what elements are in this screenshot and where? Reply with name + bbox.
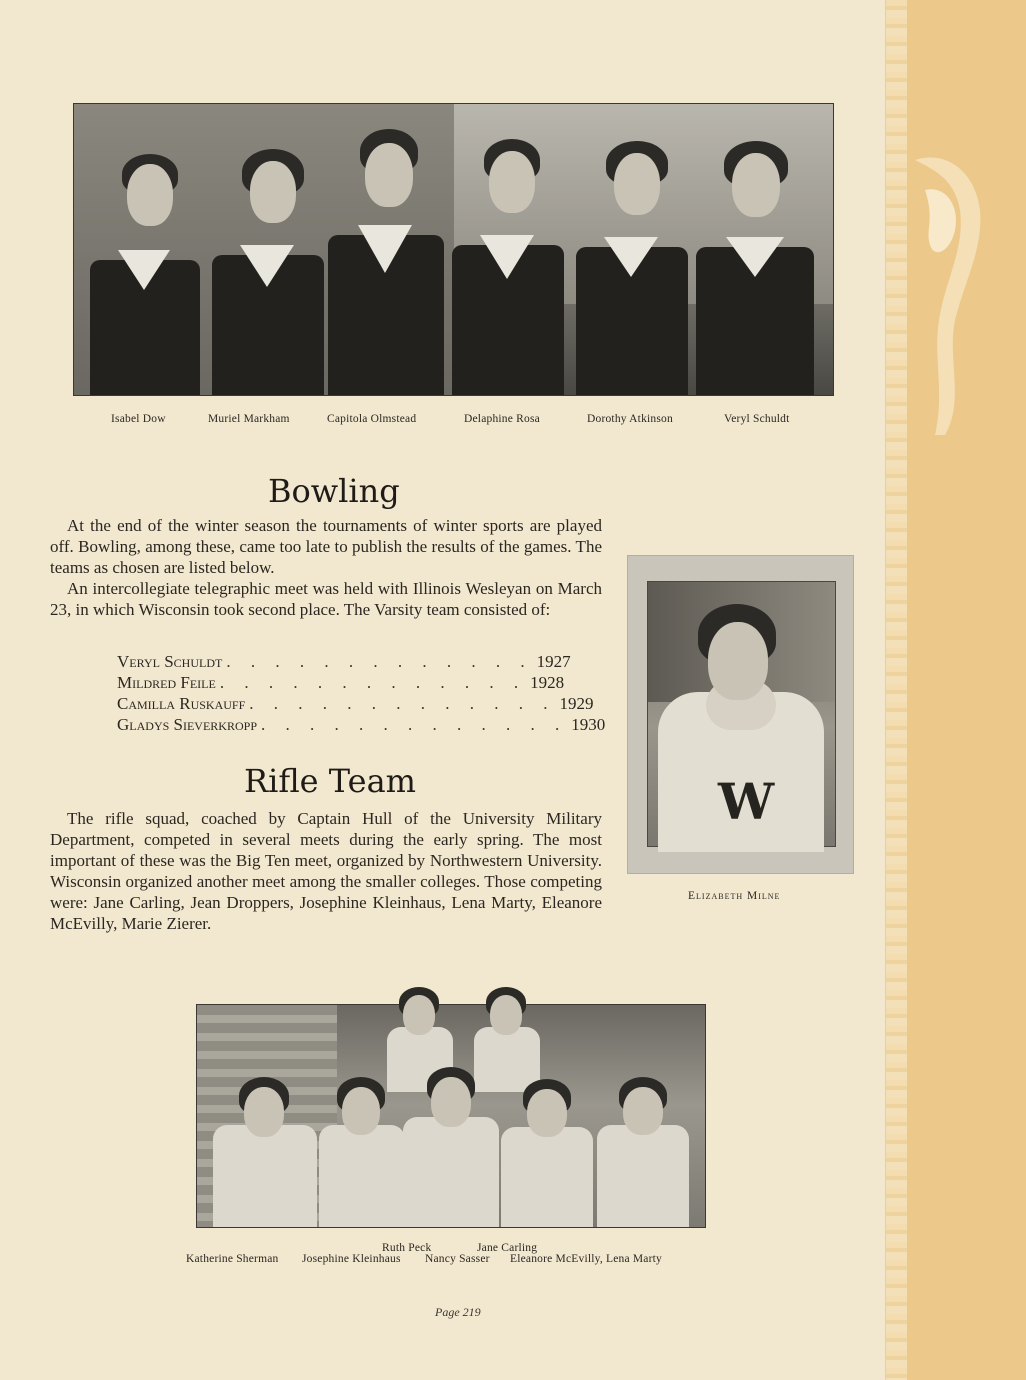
bowling-roster bbox=[117, 652, 606, 736]
portrait-face bbox=[708, 622, 768, 700]
player-figure bbox=[570, 137, 692, 395]
roster-name: Mildred Feile bbox=[117, 673, 216, 692]
portrait-frame bbox=[627, 555, 854, 874]
rifle-heading: Rifle Team bbox=[244, 762, 416, 800]
photo-caption: Josephine Kleinhaus bbox=[302, 1253, 401, 1265]
photo-caption: Isabel Dow bbox=[111, 413, 166, 425]
rifle-paragraph: The rifle squad, coached by Captain Hull of the University Military Department, competed in several meets during the early spring. The most important of these was the Big Ten meet, organized by Northwestern University. Wisconsin organized another meet among the smaller colleges. Those competing were: Jane Carling, Jean Droppers, Josephine Kleinhaus, Lena Marty, Eleanore McEvilly, Marie Zierer. bbox=[50, 809, 602, 933]
player-figure bbox=[686, 137, 826, 395]
photo-caption: Muriel Markham bbox=[208, 413, 290, 425]
player-figure bbox=[442, 135, 572, 395]
team-member bbox=[401, 1067, 501, 1227]
margin-ornament bbox=[905, 150, 985, 440]
player-figure bbox=[320, 125, 450, 395]
roster-row bbox=[117, 652, 571, 673]
bowling-team-photo bbox=[73, 103, 834, 396]
team-member bbox=[499, 1079, 595, 1227]
leader-dots: . . . . . . . . . . . . . bbox=[261, 715, 568, 734]
roster-year: 1930 bbox=[571, 715, 606, 734]
roster-name: Camilla Ruskauff bbox=[117, 694, 246, 713]
bowling-paragraph: At the end of the winter season the tournaments of winter sports are played off. Bowling, among these, came too late to publish the results of the games. The teams as chosen are listed below. bbox=[50, 516, 602, 577]
player-figure bbox=[82, 150, 204, 395]
roster-year: 1928 bbox=[530, 673, 565, 692]
roster-name: Gladys Sieverkropp bbox=[117, 715, 257, 734]
team-member bbox=[317, 1077, 407, 1227]
photo-caption: Katherine Sherman bbox=[186, 1253, 279, 1265]
portrait-photo bbox=[647, 581, 836, 847]
leader-dots: . . . . . . . . . . . . . bbox=[219, 673, 527, 692]
photo-caption: Dorothy Atkinson bbox=[587, 413, 673, 425]
roster-name: Veryl Schuldt bbox=[117, 652, 223, 671]
letter-sweater bbox=[658, 692, 824, 852]
team-member bbox=[209, 1077, 317, 1227]
bowling-heading: Bowling bbox=[268, 472, 400, 510]
sweater-letter: W bbox=[718, 772, 775, 831]
roster-row bbox=[117, 694, 594, 715]
roster-year: 1929 bbox=[559, 694, 594, 713]
bowling-paragraph: An intercollegiate telegraphic meet was held with Illinois Wesleyan on March 23, in which Wisconsin took second place. The Varsity team consisted of: bbox=[50, 579, 602, 619]
portrait-caption: Elizabeth Milne bbox=[688, 890, 781, 902]
photo-caption: Nancy Sasser bbox=[425, 1253, 490, 1265]
page-number: Page 219 bbox=[435, 1305, 481, 1319]
leader-dots: . . . . . . . . . . . . . bbox=[249, 694, 556, 713]
photo-caption: Capitola Olmstead bbox=[327, 413, 417, 425]
photo-caption: Jane Carling bbox=[477, 1242, 538, 1254]
player-figure bbox=[206, 145, 328, 395]
photo-caption: Eleanore McEvilly, Lena Marty bbox=[510, 1253, 662, 1265]
rifle-team-photo bbox=[196, 1004, 706, 1228]
photo-caption: Ruth Peck bbox=[382, 1242, 432, 1254]
leader-dots: . . . . . . . . . . . . . bbox=[226, 652, 533, 671]
roster-row bbox=[117, 715, 606, 736]
photo-caption: Delaphine Rosa bbox=[464, 413, 540, 425]
roster-year: 1927 bbox=[536, 652, 571, 671]
team-member bbox=[595, 1077, 691, 1227]
photo-caption: Veryl Schuldt bbox=[724, 413, 790, 425]
roster-row bbox=[117, 673, 565, 694]
